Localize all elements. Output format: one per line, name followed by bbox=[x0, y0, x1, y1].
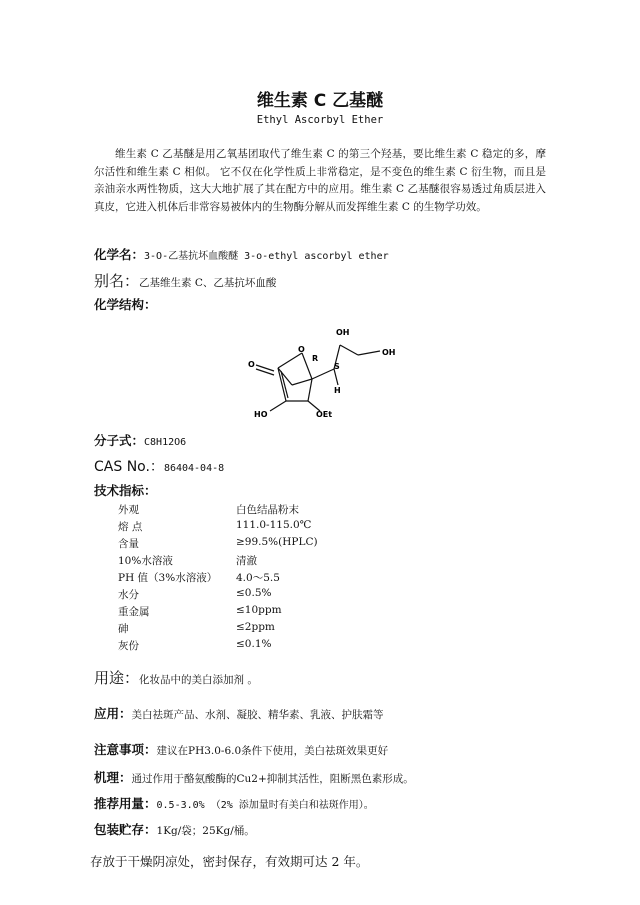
dosage-row bbox=[94, 794, 374, 812]
formula-value: C8H12O6 bbox=[144, 437, 187, 448]
document-title: 维生素 C 乙基醚 bbox=[256, 91, 384, 111]
chemical-name-row bbox=[94, 245, 389, 263]
spec-name: 含量 bbox=[118, 538, 139, 550]
chemical-name-value: 3-O-乙基抗坏血酸醚 3-o-ethyl ascorbyl ether bbox=[144, 251, 389, 262]
carbonyl-oxygen-label: O bbox=[248, 360, 255, 369]
alias-value: 乙基维生素 C、乙基抗坏血酸 bbox=[139, 277, 277, 289]
structure-row bbox=[94, 295, 157, 313]
notes-row bbox=[94, 740, 388, 758]
mechanism-label: 机理： bbox=[94, 770, 132, 785]
packaging-row bbox=[94, 820, 255, 838]
ring-oxygen-label: O bbox=[298, 345, 305, 354]
oet-label: OEt bbox=[316, 410, 333, 419]
hydroxyl-top-label: OH bbox=[336, 328, 350, 337]
formula-label: 分子式： bbox=[94, 433, 145, 448]
spec-value: ≤10ppm bbox=[236, 604, 282, 616]
spec-name: 水分 bbox=[118, 589, 139, 601]
application-value: 美白祛斑产品、水剂、凝胶、精华素、乳液、护肤霜等 bbox=[131, 709, 384, 721]
specs-label: 技术指标： bbox=[94, 483, 157, 498]
stereo-r-label: R bbox=[312, 354, 319, 363]
hydrogen-label: H bbox=[334, 386, 341, 395]
spec-value: 清澈 bbox=[236, 555, 257, 567]
spec-value: 白色结晶粉末 bbox=[236, 504, 299, 516]
structure-label: 化学结构： bbox=[94, 297, 157, 312]
spec-name: 外观 bbox=[118, 504, 139, 516]
chemical-structure-diagram bbox=[230, 315, 420, 425]
notes-value: 建议在PH3.0-6.0条件下使用，美白祛斑效果更好 bbox=[156, 745, 389, 757]
packaging-label: 包装贮存： bbox=[94, 822, 157, 837]
mechanism-value: 通过作用于酪氨酸酶的Cu2+抑制其活性，阻断黑色素形成。 bbox=[131, 773, 414, 785]
spec-value: ≤0.5% bbox=[236, 587, 272, 599]
storage-note: 存放于干燥阴凉处，密封保存，有效期可达 2 年。 bbox=[90, 854, 369, 869]
notes-label: 注意事项： bbox=[94, 742, 157, 757]
cas-value: 86404-04-8 bbox=[163, 463, 225, 474]
chemical-name-label: 化学名： bbox=[94, 247, 145, 262]
spec-name: 熔 点 bbox=[118, 521, 143, 533]
spec-name: 灰份 bbox=[118, 640, 139, 652]
spec-name: 砷 bbox=[118, 623, 129, 635]
spec-value: 111.0-115.0℃ bbox=[236, 519, 312, 531]
application-label: 应用： bbox=[94, 706, 132, 721]
spec-name: PH 值（3%水溶液） bbox=[118, 572, 218, 584]
hydroxyl-right-label: OH bbox=[382, 348, 396, 357]
use-row bbox=[94, 667, 258, 688]
spec-name: 10%水溶液 bbox=[118, 555, 173, 567]
dosage-label: 推荐用量： bbox=[94, 796, 157, 811]
dosage-value: 0.5-3.0% （2% 添加量时有美白和祛斑作用）。 bbox=[156, 800, 374, 811]
formula-row bbox=[94, 431, 186, 449]
spec-value: 4.0～5.5 bbox=[236, 572, 280, 584]
document-subtitle: Ethyl Ascorbyl Ether bbox=[256, 114, 384, 126]
alias-label: 别名： bbox=[94, 272, 140, 290]
use-value: 化妆品中的美白添加剂 。 bbox=[139, 674, 258, 686]
cas-label: CAS No.： bbox=[94, 459, 164, 475]
use-label: 用途： bbox=[94, 669, 140, 687]
mechanism-row bbox=[94, 768, 414, 786]
spec-value: ≤0.1% bbox=[236, 638, 272, 650]
spec-value: ≤2ppm bbox=[236, 621, 275, 633]
specs-row bbox=[94, 481, 157, 499]
ho-label: HO bbox=[254, 410, 268, 419]
stereo-s-label: S bbox=[334, 362, 340, 371]
packaging-value: 1Kg/袋；25Kg/桶。 bbox=[156, 825, 255, 837]
intro-paragraph: 维生素 C 乙基醚是用乙氧基团取代了维生素 C 的第三个羟基，要比维生素 C 稳定的多，摩尔活性和维生素 C 相似。 它不仅在化学性质上非常稳定，是不变色的维生素 C 衍生物，而且是亲油亲水两性物质，这大大地扩展了其在配方中的应用。维生素 C 乙基醚很容易透过角质层进入真皮，它进入机体后非常容易被体内的生物酶分解从而发挥维生素 C 的生物学功效。 bbox=[94, 148, 546, 213]
alias-row bbox=[94, 270, 276, 291]
spec-value: ≥99.5%(HPLC) bbox=[236, 536, 318, 548]
cas-row bbox=[94, 456, 224, 476]
spec-name: 重金属 bbox=[118, 606, 150, 618]
application-row bbox=[94, 704, 384, 722]
